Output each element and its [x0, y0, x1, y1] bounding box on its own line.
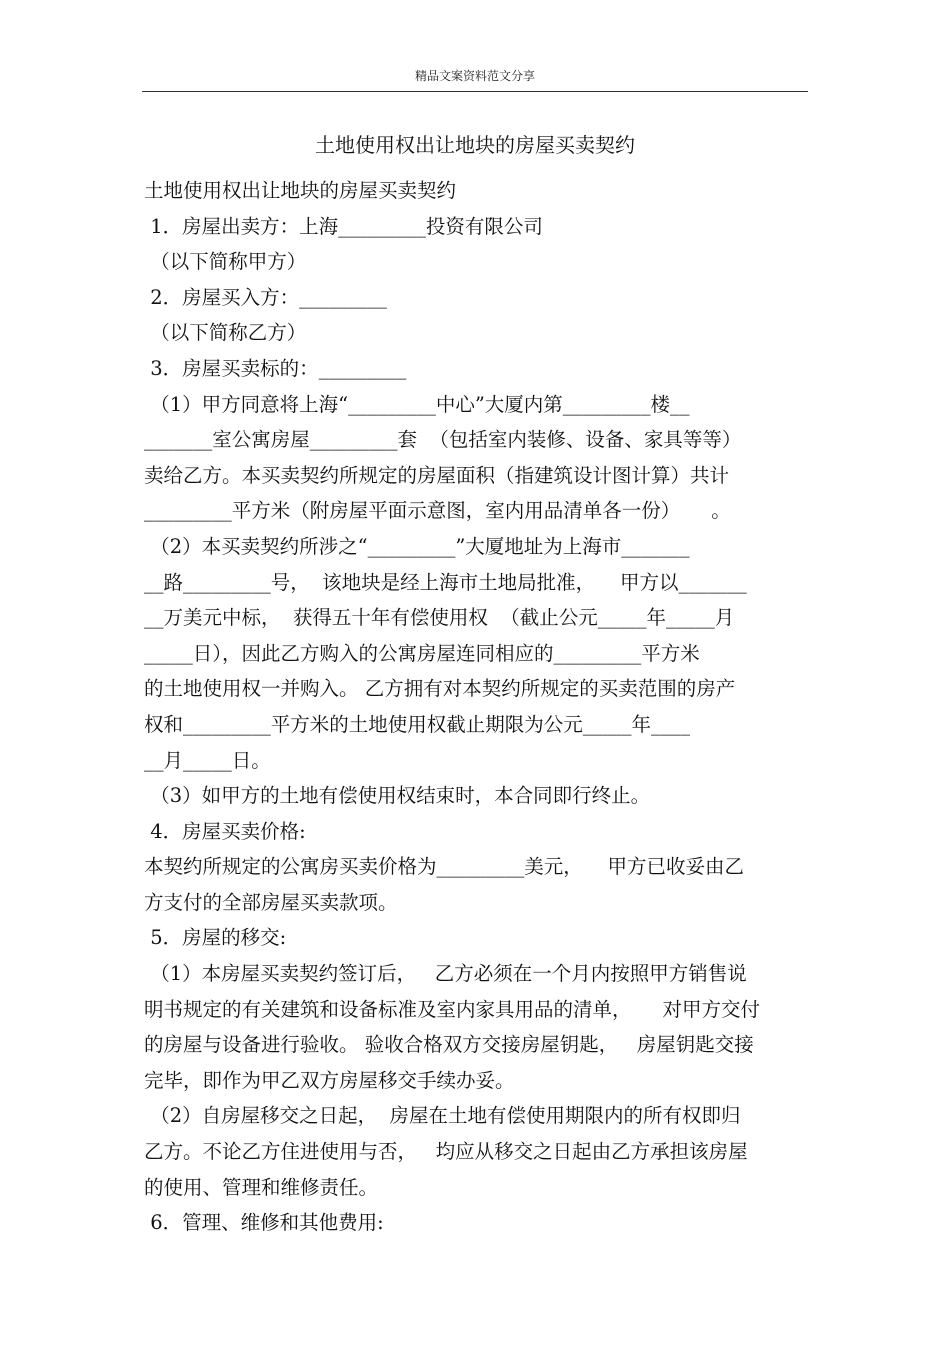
text-line: 的房屋与设备进行验收。 验收合格双方交接房屋钥匙， 房屋钥匙交接 [144, 1033, 754, 1057]
text-line: 1．房屋出卖方：上海_________投资有限公司 [144, 214, 543, 238]
text-line: 完毕，即作为甲乙双方房屋移交手续办妥。 [144, 1068, 515, 1092]
text-line: （3）如甲方的土地有偿使用权结束时，本合同即行终止。 [144, 784, 651, 808]
text-line: 2．房屋买入方：_________ [144, 285, 387, 309]
document-body [144, 173, 810, 1241]
text-line: __路_________号， 该地块是经上海市土地局批准， 甲方以_______ [144, 570, 747, 594]
header-divider [142, 91, 808, 92]
text-line: _______室公寓房屋_________套 （包括室内装修、设备、家具等等） [144, 428, 742, 452]
text-line: （以下简称甲方） [144, 250, 307, 274]
text-line: （以下简称乙方） [144, 321, 307, 345]
text-line: 明书规定的有关建筑和设备标准及室内家具用品的清单， 对甲方交付 [144, 997, 760, 1021]
text-line: （2）自房屋移交之日起， 房屋在土地有偿使用期限内的所有权即归 [144, 1104, 741, 1128]
text-line: 6．管理、维修和其他费用: [144, 1211, 384, 1235]
text-line: 的使用、管理和维修责任。 [144, 1175, 379, 1199]
text-line: 的土地使用权一并购入。 乙方拥有对本契约所规定的买卖范围的房产 [144, 677, 736, 701]
text-line: 5．房屋的移交: [144, 926, 287, 950]
text-line: 权和_________平方米的土地使用权截止期限为公元_____年____ [144, 712, 691, 736]
text-line: （1）甲方同意将上海“_________中心”大厦内第_________楼__ [144, 392, 690, 416]
text-line: （2）本买卖契约所涉之“_________”大厦地址为上海市_______ [144, 534, 690, 558]
text-line: 卖给乙方。本买卖契约所规定的房屋面积（指建筑设计图计算）共计 [144, 463, 730, 487]
text-line: 方支付的全部房屋买卖款项。 [144, 890, 398, 914]
text-line: _____日），因此乙方购入的公寓房屋连同相应的_________平方米 [144, 641, 700, 665]
text-line: __月_____日。 [144, 748, 271, 772]
text-line: _________平方米（附房屋平面示意图，室内用品清单各一份） 。 [144, 499, 731, 523]
page-header: 精品文案资料范文分享 [414, 69, 535, 83]
text-line: 本契约所规定的公寓房买卖价格为_________美元， 甲方已收妥由乙 [144, 855, 745, 879]
text-line: 乙方。不论乙方住进使用与否， 均应从移交之日起由乙方承担该房屋 [144, 1140, 748, 1164]
text-line: 4．房屋买卖价格: [144, 819, 306, 843]
text-line: 土地使用权出让地块的房屋买卖契约 [144, 179, 457, 202]
text-line: 3．房屋买卖标的：_________ [144, 356, 407, 380]
document-title: 土地使用权出让地块的房屋买卖契约 [315, 133, 635, 157]
text-line: （1）本房屋买卖契约签订后， 乙方必须在一个月内按照甲方销售说 [144, 962, 747, 986]
text-line: __万美元中标， 获得五十年有偿使用权 （截止公元_____年_____月 [144, 606, 735, 630]
